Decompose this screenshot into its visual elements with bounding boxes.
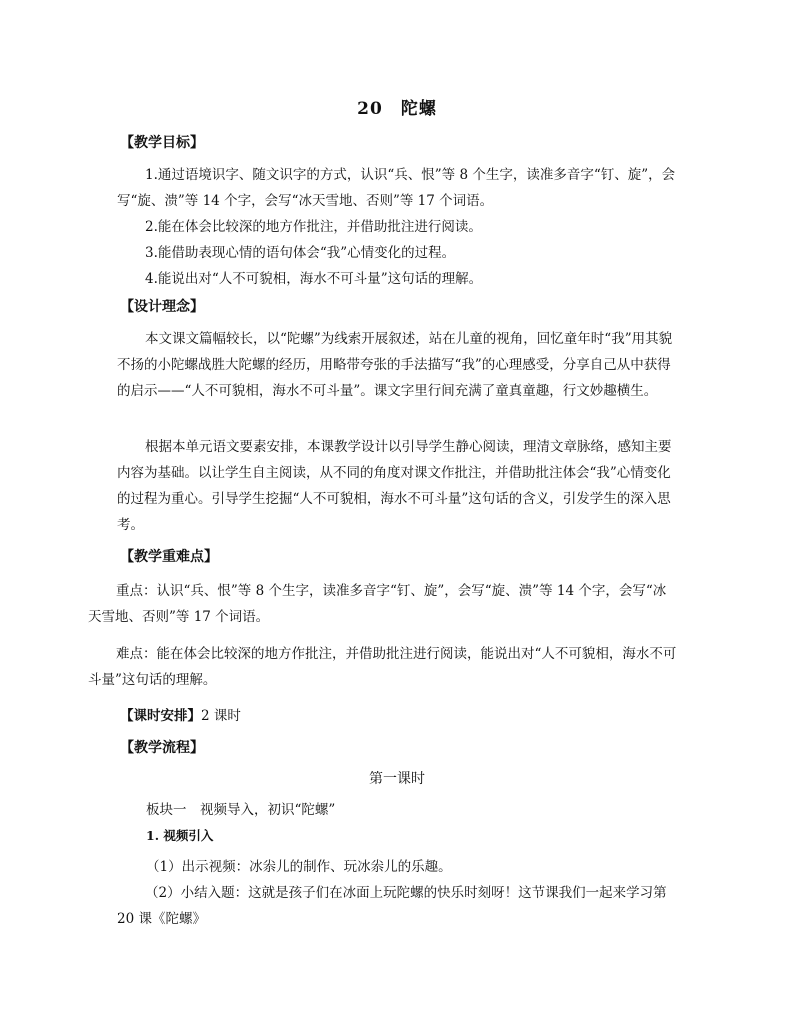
difficult-point-text: 难点：能在体会比较深的地方作批注，并借助批注进行阅读，能说出对“人不可貌相，海水不可斗量”这句话的理解。 xyxy=(88,646,677,688)
key-difficult-points-heading: 【教学重难点】 xyxy=(120,549,218,565)
schedule-row xyxy=(120,704,241,724)
design-concept-paragraph-1: 本文课文篇幅较长，以“陀螺”为线索开展叙述，站在儿童的视角，回忆童年时“我”用其貌不扬的小陀螺战胜大陀螺的经历，用略带夸张的手法描写“我”的心理感受，分享自己从中获得的启示——“人不可貌相，海水不可斗量”。课文字里行间充满了童真童趣，行文妙趣横生。 xyxy=(117,331,673,399)
goal-4: 4.能说出对“人不可貌相，海水不可斗量”这句话的理解。 xyxy=(145,271,483,287)
key-point-text: 重点：认识“兵、恨”等 8 个生字，读准多音字“钉、旋”，会写“旋、溃”等 14 个字，会写“冰天雪地、否则”等 17 个词语。 xyxy=(88,583,667,625)
lesson-title: 20 陀螺 xyxy=(357,99,437,119)
step-1-title: 1. 视频引入 xyxy=(146,828,214,843)
goal-3: 3.能借助表现心情的语句体会“我”心情变化的过程。 xyxy=(145,245,456,261)
teaching-goals-heading: 【教学目标】 xyxy=(120,135,204,151)
schedule-value: 2 课时 xyxy=(201,708,241,724)
block-1-title: 板块一 视频导入，初识“陀螺” xyxy=(146,802,336,818)
teaching-process-heading: 【教学流程】 xyxy=(120,740,204,756)
schedule-heading: 【课时安排】 xyxy=(120,708,201,724)
design-concept-paragraph-2: 根据本单元语文要素安排，本课教学设计以引导学生静心阅读，理清文章脉络，感知主要内容为基础。以让学生自主阅读，从不同的角度对课文作批注，并借助批注体会“我”心情变化的过程为重心。引导学生挖掘“人不可貌相，海水不可斗量”这句话的含义，引发学生的深入思考。 xyxy=(117,439,672,533)
first-lesson-title: 第一课时 xyxy=(369,771,425,787)
design-concept-heading: 【设计理念】 xyxy=(120,299,204,315)
goal-2: 2.能在体会比较深的地方作批注，并借助批注进行阅读。 xyxy=(145,219,482,235)
goal-1: 1.通过语境识字、随文识字的方式，认识“兵、恨”等 8 个生字，读准多音字“钉、旋”，会写“旋、溃”等 14 个字，会写“冰天雪地、否则”等 17 个词语。 xyxy=(117,167,676,209)
step-1-item-2: （2）小结入题：这就是孩子们在冰面上玩陀螺的快乐时刻呀！这节课我们一起来学习第 20 课《陀螺》 xyxy=(117,885,667,927)
step-1-item-1: （1）出示视频：冰尜儿的制作、玩冰尜儿的乐趣。 xyxy=(146,859,452,875)
